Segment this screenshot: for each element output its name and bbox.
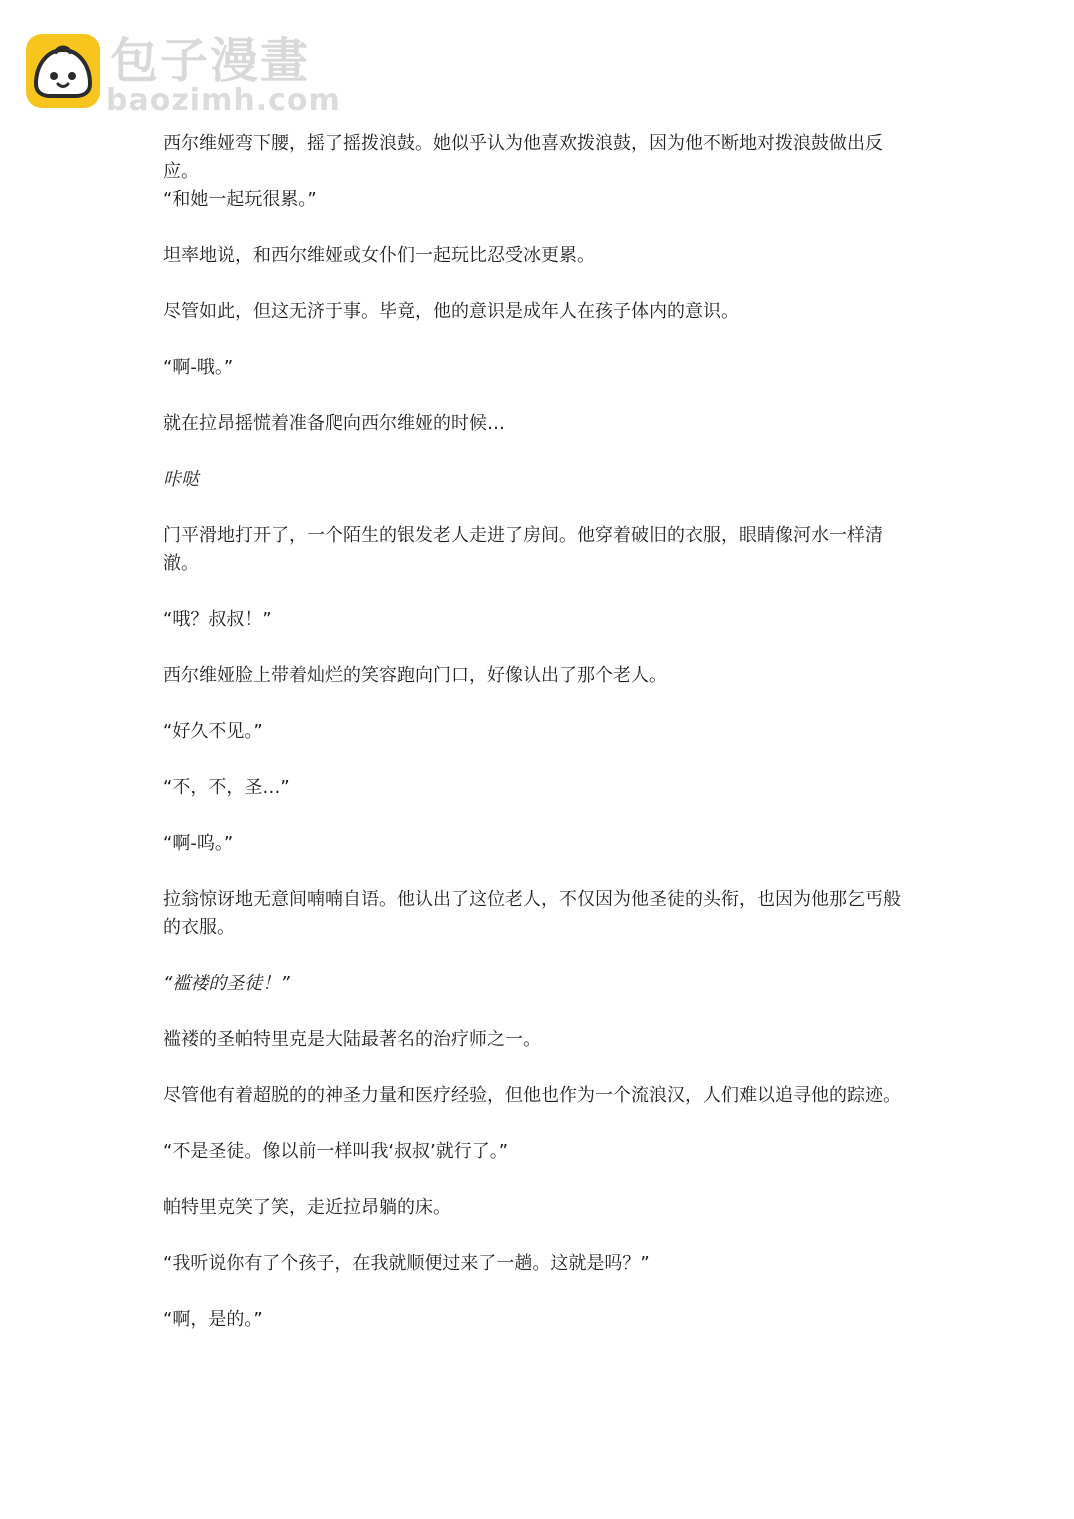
paragraph: “不，不，圣…” <box>163 777 290 798</box>
paragraph: 褴褛的圣帕特里克是大陆最著名的治疗师之一。 <box>163 1029 541 1050</box>
paragraph: “褴褛的圣徒！” <box>163 973 290 994</box>
paragraph: 坦率地说，和西尔维娅或女仆们一起玩比忍受冰更累。 <box>163 245 595 266</box>
paragraph: “啊-哦。” <box>163 357 234 378</box>
paragraph: “啊-呜。” <box>163 833 234 854</box>
paragraph: 西尔维娅脸上带着灿烂的笑容跑向门口，好像认出了那个老人。 <box>163 665 667 686</box>
paragraph: 帕特里克笑了笑，走近拉昂躺的床。 <box>163 1197 451 1218</box>
watermark <box>26 32 341 118</box>
paragraph: “好久不见。” <box>163 721 263 742</box>
paragraph: “和她一起玩很累。” <box>163 189 317 210</box>
paragraph: 尽管如此，但这无济于事。毕竟，他的意识是成年人在孩子体内的意识。 <box>163 301 739 322</box>
watermark-site-name: 包子漫畫 <box>110 33 311 89</box>
bun-mascot-icon <box>26 34 100 108</box>
paragraph: “不是圣徒。像以前一样叫我‘叔叔’就行了。” <box>163 1141 509 1162</box>
chapter-text <box>163 130 915 1334</box>
paragraph: 尽管他有着超脱的的神圣力量和医疗经验，但他也作为一个流浪汉，人们难以追寻他的踪迹。 <box>163 1085 901 1106</box>
paragraph: “啊，是的。” <box>163 1309 263 1330</box>
paragraph: 拉翁惊讶地无意间喃喃自语。他认出了这位老人，不仅因为他圣徒的头衔，也因为他那乞丐般的衣服。 <box>163 889 901 938</box>
paragraph: “我听说你有了个孩子，在我就顺便过来了一趟。这就是吗？” <box>163 1253 650 1274</box>
paragraph: 西尔维娅弯下腰，摇了摇拨浪鼓。她似乎认为他喜欢拨浪鼓，因为他不断地对拨浪鼓做出反应。 <box>163 133 883 182</box>
paragraph: “哦？叔叔！” <box>163 609 272 630</box>
paragraph: 门平滑地打开了，一个陌生的银发老人走进了房间。他穿着破旧的衣服，眼睛像河水一样清澈。 <box>163 525 883 574</box>
watermark-site-domain: baozimh.com <box>106 83 341 118</box>
paragraph: 就在拉昂摇慌着准备爬向西尔维娅的时候… <box>163 413 505 434</box>
paragraph: 咔哒 <box>163 469 199 490</box>
